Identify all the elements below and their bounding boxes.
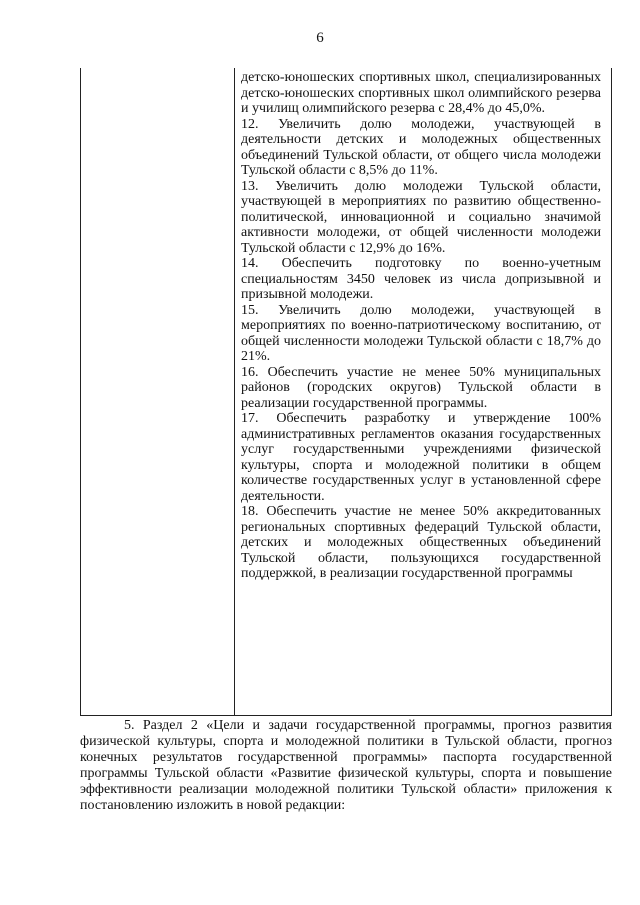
table-item-13: 13. Увеличить долю молодежи Тульской области, участвующей в мероприятиях по развитию общественно-политической, инновационной и социально значимой активности молодежи, от общей численности молодежи Тульской области с 12,9% до 16%. <box>241 178 601 256</box>
passport-table <box>80 68 612 716</box>
table-item-14: 14. Обеспечить подготовку по военно-учетным специальностям 3450 человек из числа допризывной и призывной молодежи. <box>241 256 601 302</box>
table-item-18: 18. Обеспечить участие не менее 50% аккредитованных региональных спортивных федераций Тульской области, детских и молодежных общественных объединений Тульской области, пользующихся государственной поддержкой, в реализации государственной программы <box>241 504 601 581</box>
table-right-cell <box>241 70 601 582</box>
body-paragraph: 5. Раздел 2 «Цели и задачи государственной программы, прогноз развития физической культуры, спорта и молодежной политики в Тульской области, прогноз конечных результатов государственной программы» паспорта государственной программы Тульской области «Развитие физической культуры, спорта и повышение эффективности реализации молодежной политики Тульской области» приложения к постановлению изложить в новой редакции: <box>80 718 612 813</box>
table-item-12: 12. Увеличить долю молодежи, участвующей в деятельности детских и молодежных общественных объединений Тульской области, от общего числа молодежи Тульской области с 8,5% до 11%. <box>241 116 601 178</box>
page-number: 6 <box>316 30 324 46</box>
table-left-cell <box>81 68 235 715</box>
table-item-15: 15. Увеличить долю молодежи, участвующей в мероприятиях по военно-патриотическому воспитанию, от общей численности молодежи Тульской области с 18,7% до 21%. <box>241 302 601 364</box>
table-item-17: 17. Обеспечить разработку и утверждение 100% административных регламентов оказания государственных услуг государственными учреждениями физической культуры, спорта и молодежной политики в общем количестве государственных услуг в установленной сфере деятельности. <box>241 411 601 504</box>
table-item-11-tail: детско-юношеских спортивных школ, специализированных детско-юношеских спортивных школ олимпийского резерва и училищ олимпийского резерва с 28,4% до 45,0%. <box>241 70 601 116</box>
table-item-16: 16. Обеспечить участие не менее 50% муниципальных районов (городских округов) Тульской области в реализации государственной программы. <box>241 364 601 411</box>
